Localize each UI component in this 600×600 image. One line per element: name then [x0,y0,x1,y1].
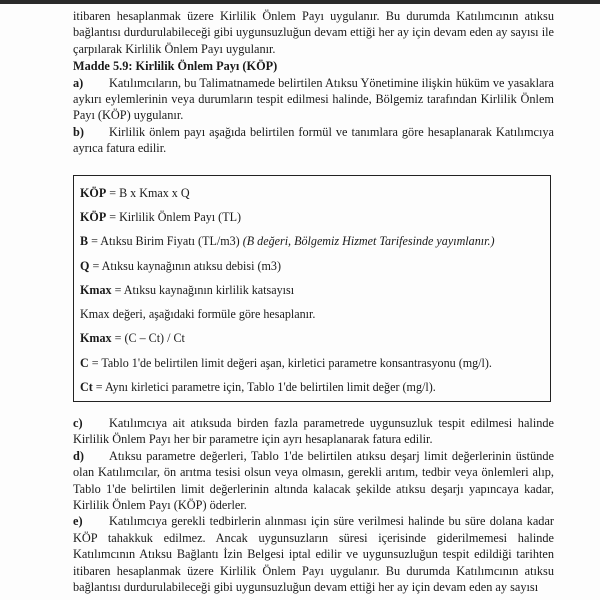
kmax-formula [80,330,542,346]
kmax-formula-rest: = (C – Ct) / Ct [111,331,185,346]
kop-term: KÖP [80,209,107,224]
kmax-formula-term: Kmax [80,331,112,346]
formula-main [80,185,542,201]
c-term: C [80,355,89,370]
definition-c [80,355,542,371]
item-e [73,513,554,595]
item-d-label: d) [73,448,84,463]
item-c [73,415,554,448]
kop-definition: = Kirlilik Önlem Payı (TL) [106,209,241,224]
formula-box [73,175,551,402]
item-b [73,124,554,157]
item-b-text: Kirlilik önlem payı aşağıda belirtilen formül ve tanımlara göre hesaplanarak Katılımcıya ayrıca fatura edilir. [73,124,554,156]
carryover-line-1: itibaren hesaplanmak üzere Kirlilik Önlem Payı uygulanır. Bu durumda Katılımcının atıksu [73,9,554,23]
article-heading: Madde 5.9: Kirlilik Önlem Payı (KÖP) [73,59,278,74]
definition-b [80,233,542,249]
kmax-intro: Kmax değeri, aşağıdaki formüle göre hesaplanır. [80,307,316,322]
q-definition: = Atıksu kaynağının atıksu debisi (m3) [89,258,281,273]
definition-ct [80,379,542,395]
kmax-term: Kmax [80,282,112,297]
carryover-paragraph [73,8,554,57]
top-border [0,0,600,4]
q-term: Q [80,258,90,273]
definition-kop [80,209,542,225]
item-c-text: Katılımcıya ait atıksuda birden fazla parametrede uygunsuzluk tespit edilmesi halinde Kirlilik Önlem Payı her bir parametre için ayrı hesaplanarak fatura edilir. [73,416,554,447]
item-a-label: a) [73,75,84,90]
item-c-label: c) [73,416,83,431]
definition-q [80,258,542,274]
carryover-line-2: bağlantısı durdurulabileceği gibi uygunsuzluğun devam ettiği her ay için devam eden ay sayısı [73,25,539,40]
item-d-text: Atıksu parametre değerleri, Tablo 1'de belirtilen atıksu deşarj limit değerlerinin üstünde olan Katılımcılar, ön arıtma tesisi olsun veya olmasın, gerekli arıtım, tedbir veya önlemleri alıp, Tablo 1'de belirtilen limit değerlerinin altında kalacak şekilde atıksu deşarjı yapıncaya kadar, Kirlilik Önlem Payı (KÖP) öderler. [73,448,554,513]
b-note: (B değeri, Bölgemiz Hizmet Tarifesinde yayımlanır.) [242,234,495,249]
item-e-text: Katılımcıya gerekli tedbirlerin alınması için süre verilmesi halinde bu süre dolana kadar KÖP tahakkuk edilmez. Ancak uygunsuzların süresi içerisinde giderilmemesi halinde Katılımcının Atıksu Bağlantı İzin Belgesi iptal edilir ve uygunsuzluğun tespit edildiği tarihten itibaren hesaplanmak üzere Kirlilik Önlem Payı uygulanır. Bu durumda Katılımcının atıksu bağlantısı durdurulabileceği gibi uygunsuzluğun devam ettiği her ay için devam eden ay sayısı [73,514,554,595]
item-e-label: e) [73,514,83,529]
item-a-text: Katılımcıların, bu Talimatnamede belirtilen Atıksu Yönetimine ilişkin hüküm ve yasaklara aykırı eylemlerinin veya durumların tespit edilmesi halinde, Bölgemiz tarafından Kirlilik Önlem Payı (KÖP) uygulanır. [73,75,554,123]
definition-kmax [80,282,542,298]
document-body [73,8,554,596]
b-term: B [80,234,89,249]
b-definition: = Atıksu Birim Fiyatı (TL/m3) [88,234,243,249]
c-definition: = Tablo 1'de belirtilen limit değeri aşan, kirletici parametre konsantrasyonu (mg/l). [88,355,492,370]
kmax-definition: = Atıksu kaynağının kirlilik katsayısı [111,282,295,297]
ct-term: Ct [80,380,93,395]
formula-term: KÖP [80,185,107,200]
carryover-line-3: ile çarpılarak Kirlilik Önlem Payı uygulanır. [73,25,555,56]
item-d [73,448,554,514]
ct-definition: = Aynı kirletici parametre için, Tablo 1'de belirtilen limit değer (mg/l). [92,380,436,395]
item-a [73,75,554,124]
item-b-label: b) [73,124,84,139]
formula-rest: = B x Kmax x Q [106,185,190,200]
